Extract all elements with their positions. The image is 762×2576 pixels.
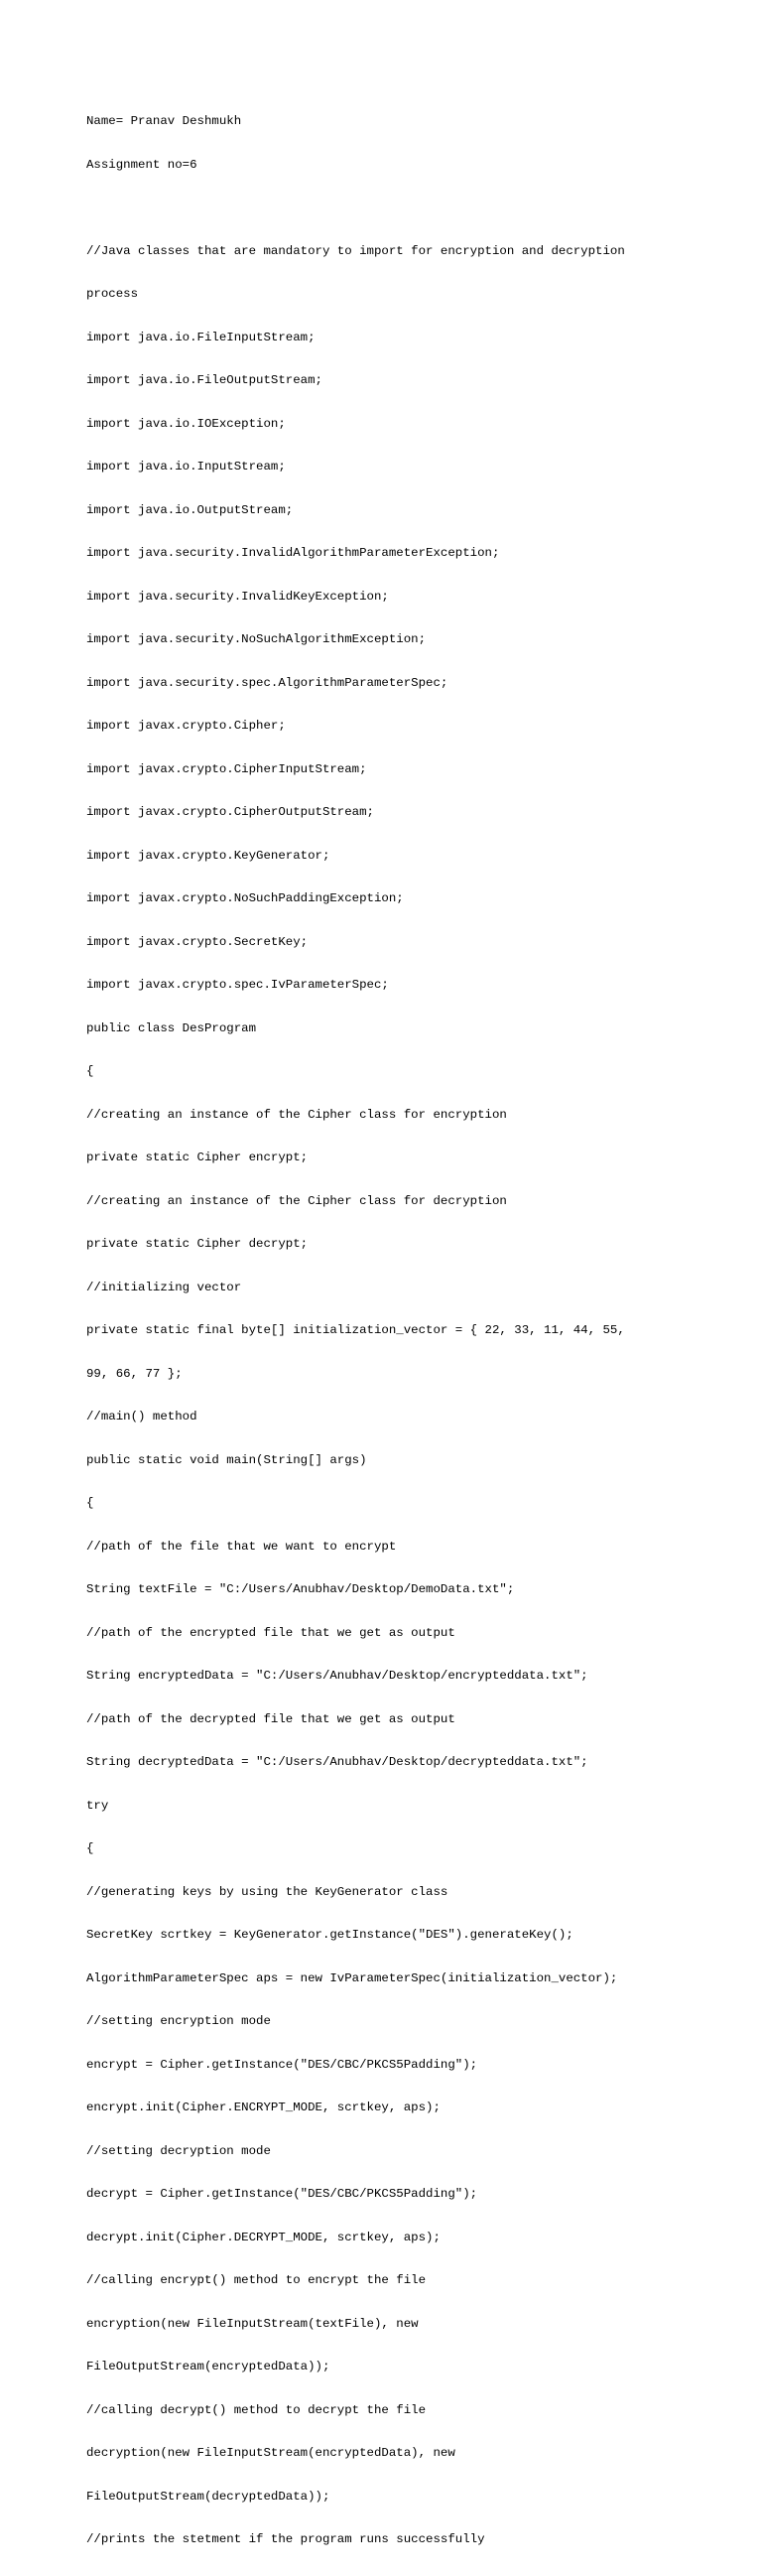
text-line: process bbox=[86, 287, 139, 301]
text-line: //creating an instance of the Cipher class for encryption bbox=[86, 1107, 507, 1122]
text-line: { bbox=[86, 1496, 94, 1510]
text-line: import java.security.spec.AlgorithmParameterSpec; bbox=[86, 675, 448, 690]
text-line: { bbox=[86, 1841, 94, 1855]
text-line: private static Cipher encrypt; bbox=[86, 1151, 309, 1164]
text-line: try bbox=[86, 1798, 109, 1813]
text-line: //path of the encrypted file that we get as output bbox=[86, 1625, 455, 1640]
text-line: import javax.crypto.NoSuchPaddingException; bbox=[86, 891, 404, 905]
text-line: //creating an instance of the Cipher class for decryption bbox=[86, 1193, 507, 1208]
text-line: //main() method bbox=[86, 1410, 197, 1424]
text-line: import javax.crypto.CipherInputStream; bbox=[86, 761, 367, 776]
text-line: import java.io.FileInputStream; bbox=[86, 330, 316, 344]
text-line: encryption(new FileInputStream(textFile), new bbox=[86, 2316, 419, 2331]
code-listing bbox=[86, 85, 701, 2576]
text-line: encrypt = Cipher.getInstance("DES/CBC/PKCS5Padding"); bbox=[86, 2057, 478, 2072]
text-line: //path of the decrypted file that we get as output bbox=[86, 1711, 455, 1726]
text-line: import java.io.OutputStream; bbox=[86, 502, 294, 517]
text-line: //setting encryption mode bbox=[86, 2014, 271, 2028]
text-line: //initializing vector bbox=[86, 1280, 242, 1294]
text-line: //calling decrypt() method to decrypt the file bbox=[86, 2402, 427, 2417]
text-line: import java.security.InvalidAlgorithmParameterException; bbox=[86, 546, 500, 560]
text-line: String textFile = "C:/Users/Anubhav/Desktop/DemoData.txt"; bbox=[86, 1582, 515, 1596]
text-line: String decryptedData = "C:/Users/Anubhav/Desktop/decrypteddata.txt"; bbox=[86, 1755, 588, 1769]
text-line: FileOutputStream(decryptedData)); bbox=[86, 2489, 330, 2504]
text-line: import java.security.InvalidKeyException; bbox=[86, 589, 389, 604]
text-line: import java.io.FileOutputStream; bbox=[86, 373, 322, 387]
text-line: import javax.crypto.Cipher; bbox=[86, 719, 286, 733]
text-line bbox=[86, 201, 701, 215]
text-line: AlgorithmParameterSpec aps = new IvParameterSpec(initialization_vector); bbox=[86, 1970, 618, 1985]
text-line: import javax.crypto.KeyGenerator; bbox=[86, 848, 330, 863]
text-line: String encryptedData = "C:/Users/Anubhav/Desktop/encrypteddata.txt"; bbox=[86, 1669, 588, 1683]
text-line: import java.security.NoSuchAlgorithmException; bbox=[86, 632, 427, 646]
text-line: //prints the stetment if the program runs successfully bbox=[86, 2532, 485, 2546]
text-line: import javax.crypto.SecretKey; bbox=[86, 934, 309, 949]
text-line: public class DesProgram bbox=[86, 1020, 257, 1035]
text-line: Assignment no=6 bbox=[86, 157, 197, 172]
text-line: encrypt.init(Cipher.ENCRYPT_MODE, scrtkey, aps); bbox=[86, 2101, 441, 2114]
text-line: Name= Pranav Deshmukh bbox=[86, 114, 242, 128]
text-line: FileOutputStream(encryptedData)); bbox=[86, 2360, 330, 2373]
text-line: public static void main(String[] args) bbox=[86, 1452, 367, 1467]
text-line: //path of the file that we want to encrypt bbox=[86, 1539, 397, 1554]
text-line: decryption(new FileInputStream(encryptedData), new bbox=[86, 2446, 455, 2460]
text-line: //setting decryption mode bbox=[86, 2143, 271, 2158]
text-line: { bbox=[86, 1064, 94, 1078]
text-line: import java.io.InputStream; bbox=[86, 460, 286, 474]
text-line: decrypt = Cipher.getInstance("DES/CBC/PKCS5Padding"); bbox=[86, 2187, 478, 2201]
text-line: SecretKey scrtkey = KeyGenerator.getInstance("DES").generateKey(); bbox=[86, 1928, 573, 1942]
text-line: import java.io.IOException; bbox=[86, 416, 286, 431]
text-line: import javax.crypto.CipherOutputStream; bbox=[86, 805, 374, 819]
text-line: decrypt.init(Cipher.DECRYPT_MODE, scrtkey, aps); bbox=[86, 2230, 441, 2244]
text-line: //calling encrypt() method to encrypt the file bbox=[86, 2273, 427, 2287]
text-line: //Java classes that are mandatory to import for encryption and decryption bbox=[86, 243, 625, 258]
text-line: private static Cipher decrypt; bbox=[86, 1237, 309, 1251]
text-line: private static final byte[] initialization_vector = { 22, 33, 11, 44, 55, bbox=[86, 1323, 625, 1337]
text-line: //generating keys by using the KeyGenerator class bbox=[86, 1884, 448, 1899]
text-line: 99, 66, 77 }; bbox=[86, 1366, 183, 1381]
text-line: import javax.crypto.spec.IvParameterSpec; bbox=[86, 978, 389, 992]
